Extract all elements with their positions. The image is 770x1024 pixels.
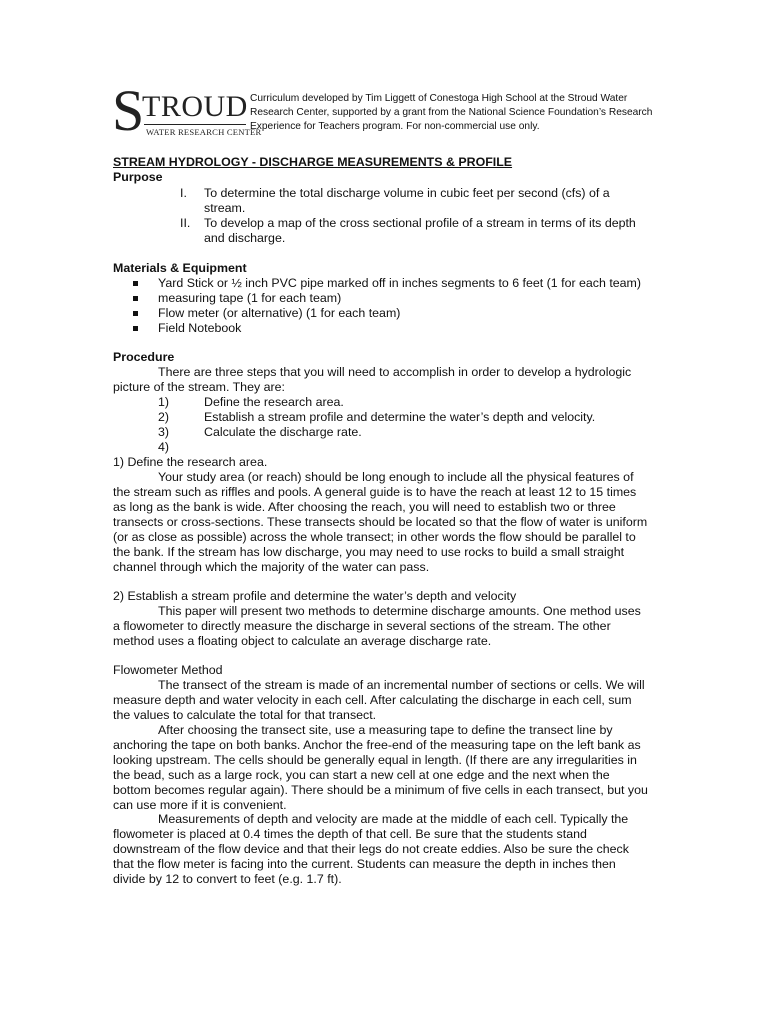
bullet-icon <box>133 281 138 286</box>
materials-heading: Materials & Equipment <box>113 261 247 275</box>
purpose-heading: Purpose <box>113 170 163 184</box>
flowometer-para2-line: the bead, such as a large rock, you can start a new cell at one edge and the next when the <box>113 768 610 782</box>
section1-line: Your study area (or reach) should be long enough to include all the physical features of <box>158 470 634 484</box>
document-title: STREAM HYDROLOGY - DISCHARGE MEASUREMENTS & PROFILE <box>113 155 513 169</box>
flowometer-para2-line: anchoring the tape on both banks. Anchor the free-end of the measuring tape on the left bank as <box>113 738 641 752</box>
procedure-step-text: Establish a stream profile and determine the water’s depth and velocity. <box>204 410 596 424</box>
procedure-intro-line-1: There are three steps that you will need to accomplish in order to develop a hydrologic <box>158 365 632 379</box>
logo-rule <box>144 124 246 125</box>
logo-initial: S <box>112 78 145 143</box>
bullet-icon <box>133 296 138 301</box>
flowometer-para2-line: After choosing the transect site, use a measuring tape to define the transect line by <box>158 723 613 737</box>
flowometer-para3-line: flowometer is placed at 0.4 times the depth of that cell. Be sure that the students stand <box>113 827 587 841</box>
procedure-intro-line-2: picture of the stream. They are: <box>113 380 285 394</box>
bullet-icon <box>133 326 138 331</box>
flowometer-para3-line: that the flow meter is facing into the current. Students can measure the depth in inches then <box>113 857 616 871</box>
logo-subtitle: WATER RESEARCH CENTER <box>146 127 262 137</box>
section1-line: (or as close as possible) across the whole transect; in other words the flow should be parallel to <box>113 530 636 544</box>
section2-line: a flowometer to directly measure the discharge in several sections of the stream. The other <box>113 619 611 633</box>
flowometer-para1-line: The transect of the stream is made of an incremental number of sections or cells. We will <box>158 678 645 692</box>
purpose-item-1-line-1: To determine the total discharge volume in cubic feet per second (cfs) of a <box>204 186 610 200</box>
materials-item: Flow meter (or alternative) (1 for each team) <box>158 306 401 320</box>
procedure-step-num: 1) <box>158 395 170 409</box>
procedure-step-text: Define the research area. <box>204 395 344 409</box>
procedure-step-num: 3) <box>158 425 170 439</box>
stroud-logo <box>112 78 262 144</box>
purpose-item-2-num: II. <box>180 216 191 230</box>
purpose-item-1-num: I. <box>180 186 187 200</box>
procedure-heading: Procedure <box>113 350 175 364</box>
flowometer-para2-line: looking upstream. The cells should be generally equal in length. (If there are any irregularities in <box>113 753 637 767</box>
section2-line: method uses a floating object to calculate an average discharge rate. <box>113 634 492 648</box>
section1-line: channel through which the majority of the water can pass. <box>113 560 430 574</box>
section1-line: transects or cross-sections. These transects should be located so that the flow of water is uniform <box>113 515 648 529</box>
section1-line: as long as the bank is wide. After choosing the reach, you will need to establish two or three <box>113 500 616 514</box>
procedure-step-num: 4) <box>158 440 170 454</box>
purpose-item-1-line-2: stream. <box>204 201 246 215</box>
materials-item: Field Notebook <box>158 321 242 335</box>
flowometer-para1-line: the values to calculate the total for that transect. <box>113 708 377 722</box>
materials-item: Yard Stick or ½ inch PVC pipe marked off in inches segments to 6 feet (1 for each team) <box>158 276 642 290</box>
flowometer-para3-line: downstream of the flow device and that their legs do not create eddies. Also be sure the check <box>113 842 629 856</box>
section1-line: the stream such as riffles and pools. A general guide is to have the reach at least 12 to 15 times <box>113 485 637 499</box>
procedure-step-num: 2) <box>158 410 170 424</box>
section2-heading: 2) Establish a stream profile and determine the water’s depth and velocity <box>113 589 517 603</box>
bullet-icon <box>133 311 138 316</box>
purpose-item-2-line-2: and discharge. <box>204 231 286 245</box>
logo-wordmark: TROUD <box>142 90 248 123</box>
flowometer-para2-line: can use more if it is convenient. <box>113 798 287 812</box>
section1-line: the bank. If the stream has low discharge, you may need to use rocks to build a small straight <box>113 545 625 559</box>
flowometer-para3-line: divide by 12 to convert to feet (e.g. 1.7 ft). <box>113 872 342 886</box>
curriculum-credit: Curriculum developed by Tim Liggett of Conestoga High School at the Stroud Water Research Center, supported by a grant from the National Science Foundation’s Research Experience for Teachers program. For non-commercial use only. <box>250 93 653 132</box>
flowometer-para2-line: bottom becomes regular again). There should be a minimum of five cells in each transect, but you <box>113 783 648 797</box>
section2-line: This paper will present two methods to determine discharge amounts. One method uses <box>158 604 641 618</box>
purpose-item-2-line-1: To develop a map of the cross sectional profile of a stream in terms of its depth <box>204 216 636 230</box>
materials-item: measuring tape (1 for each team) <box>158 291 342 305</box>
flowometer-para3-line: Measurements of depth and velocity are made at the middle of each cell. Typically the <box>158 812 629 826</box>
section1-heading: 1) Define the research area. <box>113 455 268 469</box>
procedure-step-text: Calculate the discharge rate. <box>204 425 362 439</box>
flowometer-heading: Flowometer Method <box>113 663 223 677</box>
flowometer-para1-line: measure depth and water velocity in each cell. After calculating the discharge in each cell, sum <box>113 693 632 707</box>
